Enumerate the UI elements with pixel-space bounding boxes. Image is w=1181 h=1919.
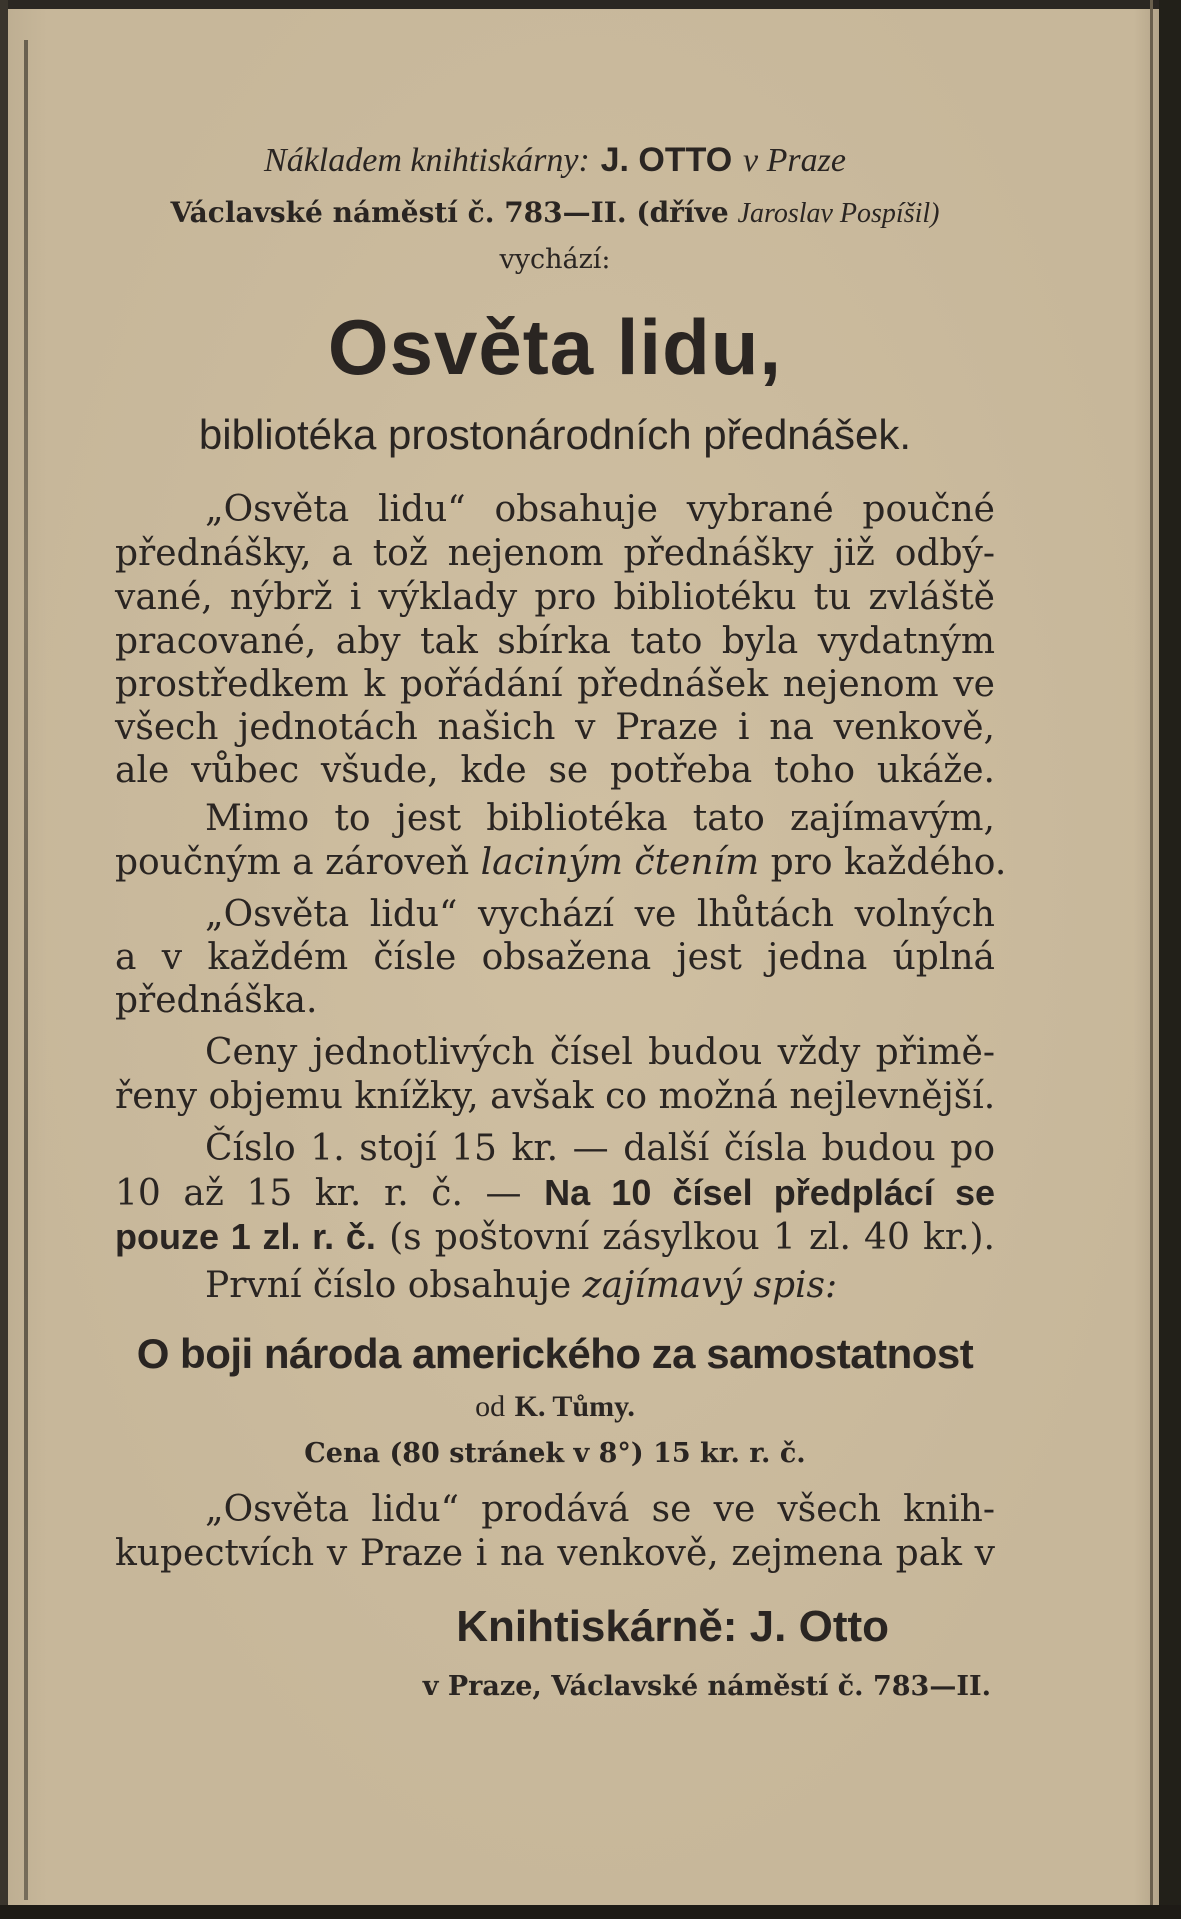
subscription-price: pouze 1 zl. r. č. — [115, 1216, 376, 1257]
body-line: prostředkem k pořádání přednášek nejenom ve — [115, 664, 995, 705]
publisher-city: v Praze — [743, 142, 846, 179]
body-line: Ceny jednotlivých čísel budou vždy přimě- — [205, 1032, 995, 1073]
body-line: ale vůbec všude, kde se potřeba toho ukáže. — [115, 750, 995, 791]
scan-edge-top — [0, 0, 1181, 9]
footer-shop-name: Knihtiskárně: J. Otto — [456, 1602, 889, 1651]
page-edge-line — [1150, 0, 1153, 1919]
body-line: „Osvěta lidu“ obsahuje vybrané poučné — [205, 489, 995, 530]
body-line: a v každém čísle obsažena jest jedna úplná — [115, 937, 995, 978]
feature-author-line: od K. Tůmy. — [475, 1390, 635, 1423]
publisher-imprint: Nákladem knihtiskárny: — [264, 142, 590, 179]
feature-title: O boji národa amerického za samostatnost — [136, 1330, 974, 1377]
body-line: řeny objemu knížky, avšak co možná nejlevnější. — [115, 1076, 996, 1117]
feature-author: K. Tůmy. — [514, 1390, 635, 1423]
page-title: Osvěta lidu, — [327, 303, 783, 391]
scan-edge-right — [1159, 0, 1181, 1919]
body-line: přednášky, a tož nejenom přednášky již odbý- — [115, 533, 995, 574]
body-line: Číslo 1. stojí 15 kr. — další čísla budou po — [205, 1128, 995, 1169]
publisher-name: J. OTTO — [600, 141, 733, 179]
body-line: „Osvěta lidu“ vychází ve lhůtách volných — [205, 894, 995, 935]
publisher-line-2 — [115, 191, 995, 236]
publisher-line-1 — [115, 138, 995, 183]
body-line-mixed: pouze 1 zl. r. č. (s poštovní zásylkou 1 zl. 40 kr.). — [115, 1216, 996, 1258]
body-line-mixed: 10 až 15 kr. r. č. — Na 10 čísel předplácí se — [115, 1172, 995, 1214]
emphasis-text: laciným čtením — [480, 842, 760, 883]
publisher-line-3: vychází: — [499, 244, 611, 275]
body-line: „Osvěta lidu“ prodává se ve všech knih- — [205, 1489, 995, 1530]
scan-edge-bottom — [0, 1905, 1181, 1919]
feature-price: Cena (80 stránek v 8°) 15 kr. r. č. — [304, 1438, 806, 1469]
body-line: kupectvích v Praze i na venkově, zejmena pak v — [115, 1533, 995, 1574]
publisher-address: Václavské náměstí č. 783—II. (dříve — [170, 196, 729, 229]
body-line: Mimo to jest bibliotéka tato zajímavým, — [205, 798, 995, 839]
scan-edge-left — [0, 0, 8, 1919]
publisher-former-name: Jaroslav Pospíšil) — [737, 198, 940, 229]
emphasis-text: zajímavý spis: — [582, 1265, 838, 1306]
book-gutter-line — [24, 40, 28, 1900]
page-subtitle: bibliotéka prostonárodních přednášek. — [198, 411, 912, 458]
body-line-mixed: poučným a zároveň laciným čtením pro každého. — [115, 842, 1007, 883]
body-line: vané, nýbrž i výklady pro bibliotéku tu zvláště — [115, 577, 995, 618]
subscription-offer: Na 10 čísel předplácí se — [544, 1172, 995, 1213]
body-line: přednáška. — [115, 980, 318, 1021]
footer-address: v Praze, Václavské náměstí č. 783—II. — [422, 1671, 991, 1702]
body-line-mixed: První číslo obsahuje zajímavý spis: — [205, 1265, 838, 1306]
body-line: pracované, aby tak sbírka tato byla vydatným — [115, 621, 995, 662]
body-line: všech jednotách našich v Praze i na venkově, — [115, 707, 995, 748]
